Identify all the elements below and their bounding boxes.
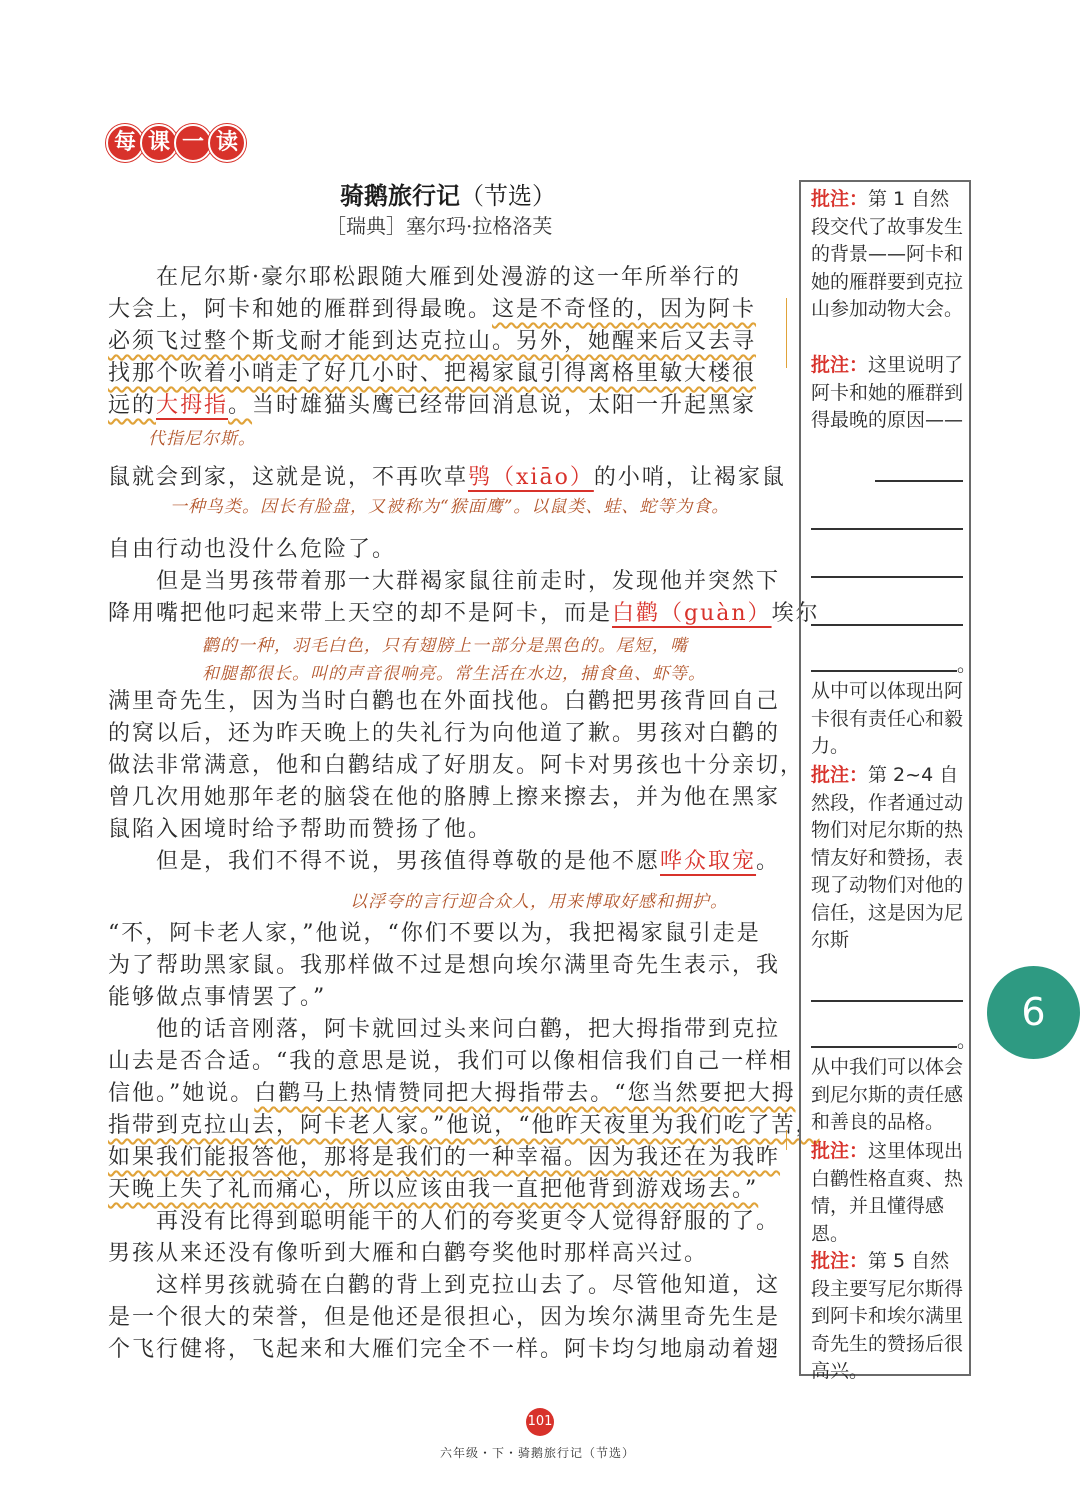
text-segment: 当时雄猫头鹰已经带回消息说，太阳一升起黑家 bbox=[252, 393, 757, 418]
text-segment: 埃尔 bbox=[771, 601, 820, 626]
annotation-2-tail: 从中可以体现出阿卡很有责任心和毅力。 bbox=[811, 680, 964, 757]
text-line bbox=[108, 1172, 758, 1203]
text-segment: “不，阿卡老人家，”他说，“你们不要以为，我把褐家鼠引走是 bbox=[108, 921, 761, 946]
text-segment: 的小哨，让褐家鼠 bbox=[593, 465, 786, 490]
text-line bbox=[108, 1300, 780, 1331]
text-segment: 鼠就会到家，这就是说，不再吹草 bbox=[108, 465, 469, 490]
answer-blank[interactable] bbox=[811, 1046, 957, 1048]
badge-char: 读 bbox=[208, 124, 246, 162]
footnote-showoff: 以浮夸的言行迎合众人，用来博取好感和拥护。 bbox=[350, 892, 728, 912]
text-line bbox=[108, 564, 780, 595]
annotation-4: 批注：这里体现出白鹳性格直爽、热情，并且懂得感恩。 bbox=[811, 1140, 964, 1245]
text-segment: 在尼尔斯·豪尔耶松跟随大雁到处漫游的这一年所举行的 bbox=[108, 265, 741, 290]
text-segment: 自由行动也没什么危险了。 bbox=[108, 537, 397, 562]
text-line bbox=[108, 844, 780, 875]
text-line bbox=[108, 260, 741, 291]
text-segment: 再没有比得到聪明能干的人们的夸奖更令人觉得舒服的了。 bbox=[108, 1209, 781, 1234]
badge-char: 每 bbox=[106, 124, 144, 162]
text-segment: 。 bbox=[228, 393, 253, 418]
answer-blank[interactable] bbox=[875, 480, 963, 482]
text-segment: 个飞行健将，飞起来和大雁们完全不一样。阿卡均匀地扇动着翅 bbox=[108, 1337, 781, 1362]
text-line bbox=[108, 388, 756, 419]
text-segment: 大拇指 bbox=[156, 393, 229, 418]
text-segment: 大会上，阿卡和她的雁群到得最晚。 bbox=[108, 297, 493, 322]
text-segment: 但是，我们不得不说，男孩值得尊敬的是他不愿 bbox=[108, 849, 661, 874]
title-main: 骑鹅旅行记 bbox=[340, 182, 460, 210]
text-line bbox=[108, 1236, 708, 1267]
text-line bbox=[108, 812, 492, 843]
text-line bbox=[108, 1204, 780, 1235]
text-line bbox=[108, 1012, 780, 1043]
text-line bbox=[108, 980, 326, 1011]
text-line bbox=[108, 748, 804, 779]
text-line bbox=[108, 460, 786, 491]
text-line bbox=[108, 356, 756, 387]
text-segment: 降用嘴把他叼起来带上天空的却不是阿卡，而是 bbox=[108, 601, 613, 626]
page-title bbox=[340, 176, 556, 211]
connector-line bbox=[786, 298, 787, 368]
answer-blank[interactable] bbox=[811, 1000, 963, 1002]
text-segment: 鼠陷入困境时给予帮助而赞扬了他。 bbox=[108, 817, 493, 842]
footnote-thumb: 代指尼尔斯。 bbox=[148, 429, 256, 449]
text-segment: 这样男孩就骑在白鹳的背上到克拉山去了。尽管他知道，这 bbox=[108, 1273, 781, 1298]
text-segment: 山去是否合适。“我的意思是说，我们可以像相信我们自己一样相 bbox=[108, 1049, 794, 1074]
title-sub: （节选） bbox=[460, 182, 556, 210]
annotation-1: 批注：第 1 自然段交代了故事发生的背景——阿卡和她的雁群要到克拉山参加动物大会。 bbox=[811, 188, 964, 320]
text-line bbox=[108, 532, 396, 563]
text-line bbox=[108, 1108, 820, 1139]
text-line bbox=[108, 1140, 780, 1171]
text-line bbox=[108, 948, 780, 979]
annotation-5: 批注：第 5 自然段主要写尼尔斯得到阿卡和埃尔满里奇先生的赞扬后很高兴。 bbox=[811, 1250, 964, 1382]
text-segment: 找那个吹着小哨走了好几小时、把褐家鼠引得离格里敏大楼很 bbox=[108, 361, 757, 386]
period: 。 bbox=[957, 1030, 977, 1052]
text-segment: 远的 bbox=[108, 393, 157, 418]
footnote-stork-1: 鹳的一种，羽毛白色，只有翅膀上一部分是黑色的。尾短，嘴 bbox=[202, 636, 688, 656]
annotation-sidebar bbox=[799, 180, 977, 1382]
period: 。 bbox=[957, 654, 977, 676]
text-segment: 信他。”她说。 bbox=[108, 1081, 255, 1106]
chapter-number: 6 bbox=[987, 966, 1080, 1059]
text-segment: 。 bbox=[756, 849, 781, 874]
text-segment: 曾几次用她那年老的脑袋在他的胳膊上擦来擦去，并为他在黑家 bbox=[108, 785, 781, 810]
text-segment: 指带到克拉山去，阿卡老人家。”他说，“他昨天夜里为我们吃了苦， bbox=[108, 1113, 820, 1138]
text-line bbox=[108, 716, 780, 747]
text-line bbox=[108, 916, 761, 947]
text-segment: 如果我们能报答他，那将是我们的一种幸福。因为我还在为我昨 bbox=[108, 1145, 781, 1170]
text-line bbox=[108, 596, 820, 627]
badge-char: 一 bbox=[174, 124, 212, 162]
text-line bbox=[108, 292, 756, 323]
text-line bbox=[108, 1044, 793, 1075]
text-segment: 哗众取宠 bbox=[660, 849, 757, 874]
text-segment: 做法非常满意，他和白鹳结成了好朋友。阿卡对男孩也十分亲切， bbox=[108, 753, 805, 778]
text-segment: 但是当男孩带着那一大群褐家鼠往前走时，发现他并突然下 bbox=[108, 569, 781, 594]
text-segment: 为了帮助黑家鼠。我那样做不过是想向埃尔满里奇先生表示，我 bbox=[108, 953, 781, 978]
section-badge bbox=[106, 124, 242, 162]
annotation-3-tail: 从中我们可以体会到尼尔斯的责任感和善良的品格。 bbox=[811, 1056, 964, 1133]
text-line bbox=[108, 1268, 780, 1299]
answer-blank[interactable] bbox=[811, 528, 963, 530]
text-segment: 白鹳马上热情赞同把大拇指带去。“您当然要把大拇 bbox=[254, 1081, 796, 1106]
page-number: 101 bbox=[526, 1408, 554, 1436]
connector-line bbox=[786, 1130, 787, 1150]
footnote-owl: 一种鸟类。因长有脸盘，又被称为“猴面鹰”。以鼠类、蛙、蛇等为食。 bbox=[170, 497, 730, 517]
text-segment: 这是不奇怪的，因为阿卡 bbox=[492, 297, 757, 322]
text-line bbox=[108, 1332, 780, 1363]
text-segment: 他的话音刚落，阿卡就回过头来问白鹳，把大拇指带到克拉 bbox=[108, 1017, 781, 1042]
answer-blank[interactable] bbox=[811, 576, 963, 578]
footnote-stork-2: 和腿都很长。叫的声音很响亮。常生活在水边，捕食鱼、虾等。 bbox=[202, 664, 706, 684]
text-line bbox=[108, 780, 780, 811]
annotation-3: 批注：第 2~4 自然段，作者通过动物们对尼尔斯的热情友好和赞扬，表现了动物们对他的信任，这是因为尼尔斯 bbox=[811, 764, 964, 951]
answer-blank[interactable] bbox=[811, 624, 963, 626]
page-footer: 六年级・下・骑鹅旅行记（节选） bbox=[440, 1446, 636, 1460]
text-segment: 鸮（xiāo） bbox=[468, 465, 594, 490]
text-line bbox=[108, 1076, 796, 1107]
annotation-2: 批注：这里说明了阿卡和她的雁群到得最晚的原因—— bbox=[811, 354, 964, 431]
text-line bbox=[108, 684, 780, 715]
badge-char: 课 bbox=[140, 124, 178, 162]
text-segment: 满里奇先生，因为当时白鹳也在外面找他。白鹳把男孩背回自己 bbox=[108, 689, 781, 714]
text-segment: 白鹳（guàn） bbox=[612, 601, 772, 626]
answer-blank[interactable] bbox=[811, 670, 957, 672]
text-segment: 的窝以后，还为昨天晚上的失礼行为向他道了歉。男孩对白鹳的 bbox=[108, 721, 781, 746]
text-segment: 男孩从来还没有像听到大雁和白鹳夸奖他时那样高兴过。 bbox=[108, 1241, 709, 1266]
text-segment: 必须飞过整个斯戈耐才能到达克拉山。另外，她醒来后又去寻 bbox=[108, 329, 757, 354]
text-segment: 能够做点事情罢了。” bbox=[108, 985, 327, 1010]
text-line bbox=[108, 324, 756, 355]
text-segment: 是一个很大的荣誉，但是他还是很担心，因为埃尔满里奇先生是 bbox=[108, 1305, 781, 1330]
author-line: ［瑞典］塞尔玛·拉格洛芙 bbox=[326, 214, 553, 238]
text-segment: 天晚上失了礼而痛心，所以应该由我一直把他背到游戏场去。” bbox=[108, 1177, 759, 1202]
